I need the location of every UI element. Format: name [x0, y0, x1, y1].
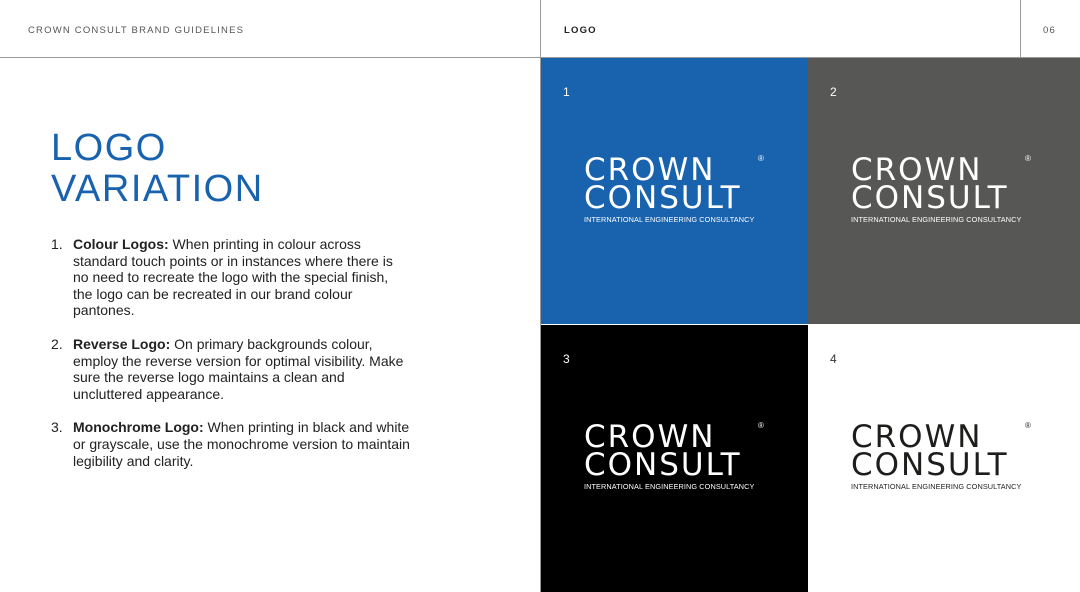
registered-mark: ® — [758, 421, 764, 430]
list-item-text: On primary backgrounds colour, employ the reverse version for optimal visibility. Make sure the reverse logo maintains a clean and uncluttered appearance. — [73, 335, 404, 402]
panel-number: 1 — [563, 85, 570, 99]
registered-mark: ® — [758, 154, 764, 163]
page-number: 06 — [1043, 25, 1056, 36]
list-item — [51, 236, 411, 319]
list-item-text: When printing in black and white or grayscale, use the monochrome version to maintain legibility and clarity. — [73, 419, 410, 469]
logo-wordmark-line1: CROWN — [851, 152, 983, 188]
logo-wordmark-line2: CONSULT — [584, 447, 742, 483]
registered-mark: ® — [1025, 154, 1031, 163]
header-section-label: LOGO — [564, 25, 597, 36]
logo-wordmark-line2: CONSULT — [851, 180, 1009, 216]
list-item-term: Colour Logos: — [73, 236, 169, 252]
page-title-line1: LOGO — [51, 127, 167, 169]
list-item — [51, 336, 411, 402]
page-title-line2: VARIATION — [51, 168, 264, 210]
list-item — [51, 419, 411, 469]
header-doc-title: CROWN CONSULT BRAND GUIDELINES — [28, 25, 245, 36]
list-item-term: Reverse Logo: — [73, 335, 171, 352]
logo-wordmark-line1: CROWN — [584, 419, 716, 455]
logo-wordmark-line1: CROWN — [851, 419, 983, 455]
logo-variation-list — [51, 236, 411, 486]
registered-mark: ® — [1025, 421, 1031, 430]
logo-tagline: INTERNATIONAL ENGINEERING CONSULTANCY — [851, 482, 1022, 491]
crown-consult-logo — [851, 419, 1037, 491]
logo-panel-reverse — [541, 325, 808, 592]
panel-number: 4 — [830, 352, 837, 366]
logo-wordmark-line1: CROWN — [584, 152, 716, 188]
list-item-term: Monochrome Logo: — [73, 419, 204, 436]
list-item-number: 3. — [51, 419, 63, 436]
page-number-divider — [1020, 0, 1021, 57]
list-item-number: 1. — [51, 236, 63, 252]
logo-panel-colour — [541, 58, 808, 324]
list-item-number: 2. — [51, 335, 63, 352]
crown-consult-logo — [851, 152, 1037, 224]
logo-tagline: INTERNATIONAL ENGINEERING CONSULTANCY — [584, 215, 755, 224]
logo-tagline: INTERNATIONAL ENGINEERING CONSULTANCY — [584, 482, 755, 491]
logo-panel-grey — [808, 58, 1080, 324]
crown-consult-logo — [584, 152, 770, 224]
panel-number: 2 — [830, 85, 837, 99]
logo-wordmark-line2: CONSULT — [851, 447, 1009, 483]
logo-wordmark-line2: CONSULT — [584, 180, 742, 216]
crown-consult-logo — [584, 419, 770, 491]
list-item-text: When printing in colour across standard touch points or in instances where there is no need to recreate the logo with the special finish, the logo can be recreated in our brand colour pantones. — [73, 236, 393, 319]
page-title — [51, 128, 264, 210]
logo-tagline: INTERNATIONAL ENGINEERING CONSULTANCY — [851, 215, 1022, 224]
panel-number: 3 — [563, 352, 570, 366]
logo-panel-monochrome — [808, 325, 1080, 592]
